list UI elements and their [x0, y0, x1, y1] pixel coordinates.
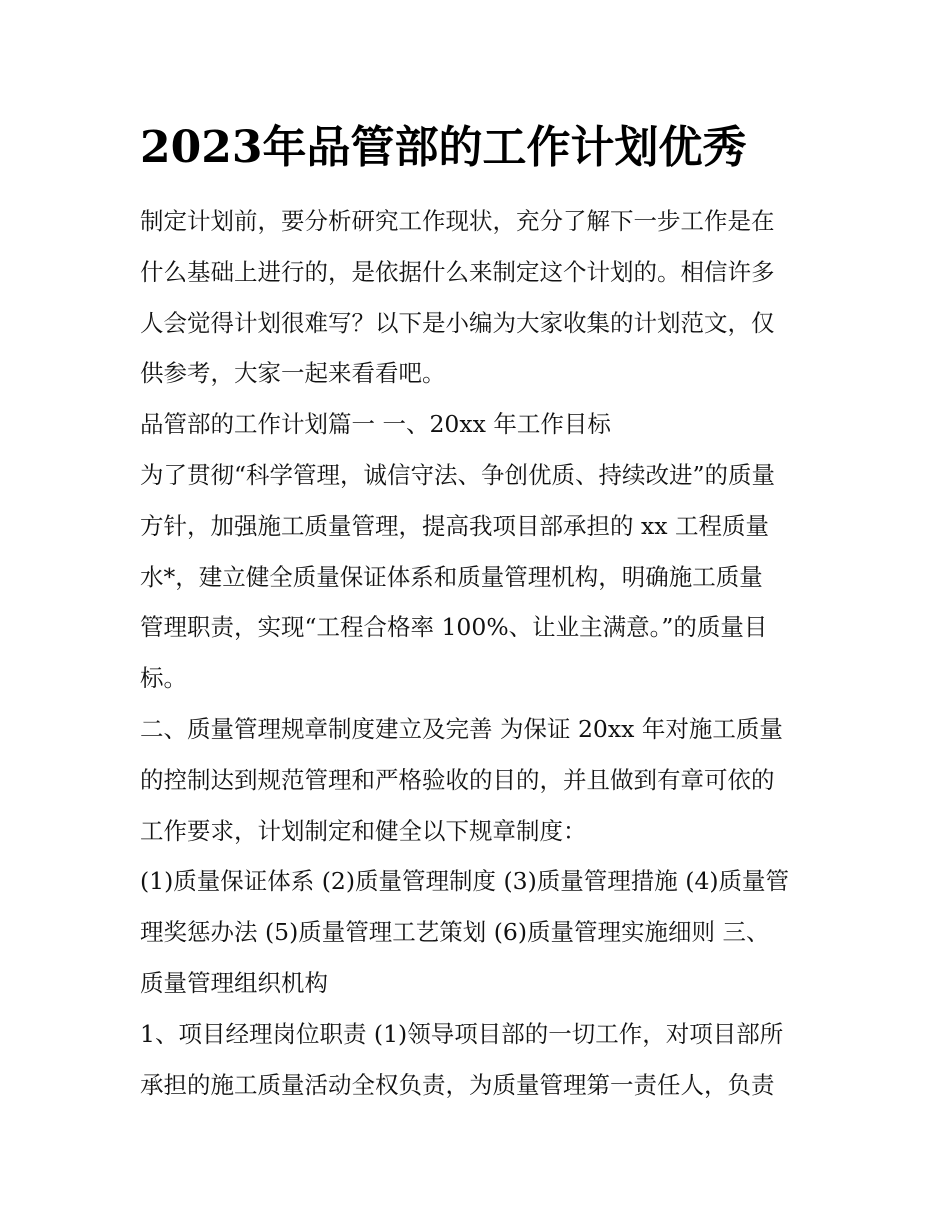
- paragraph-manager-duties: [140, 1009, 816, 1111]
- paragraph-regulation-list: [140, 856, 816, 1008]
- text-line: 为了贯彻“科学管理，诚信守法、争创优质、持续改进”的质量: [140, 460, 776, 489]
- text-line: 人会觉得计划很难写？以下是小编为大家收集的计划范文，仅: [140, 308, 775, 337]
- paragraph-regulations: [140, 704, 816, 856]
- text-line: 管理职责，实现“工程合格率 100%、让业主满意。”的质量目: [140, 613, 768, 642]
- text-line: 的控制达到规范管理和严格验收的目的，并且做到有章可依的: [140, 765, 775, 794]
- text-line: 理奖惩办法 (5)质量管理工艺策划 (6)质量管理实施细则 三、: [140, 918, 770, 947]
- text-line: 二、质量管理规章制度建立及完善 为保证 20xx 年对施工质量: [140, 714, 783, 743]
- document-title: 2023年品管部的工作计划优秀: [140, 122, 747, 173]
- text-line: 制定计划前，要分析研究工作现状，充分了解下一步工作是在: [140, 207, 775, 235]
- document-body: [140, 196, 816, 1110]
- text-line: 方针，加强施工质量管理，提高我项目部承担的 xx 工程质量: [140, 511, 769, 540]
- text-line: 1、项目经理岗位职责 (1)领导项目部的一切工作，对项目部所: [140, 1019, 784, 1048]
- paragraph-section-heading: [140, 399, 816, 450]
- text-line: 工作要求，计划制定和健全以下规章制度：: [140, 816, 587, 845]
- paragraph-quality-goal: [140, 450, 816, 704]
- text-line: 水*，建立健全质量保证体系和质量管理机构，明确施工质量: [140, 562, 763, 591]
- text-line: 供参考，大家一起来看看吧。: [140, 359, 446, 388]
- text-line: (1)质量保证体系 (2)质量管理制度 (3)质量管理措施 (4)质量管: [140, 867, 790, 896]
- text-line: 什么基础上进行的，是依据什么来制定这个计划的。相信许多: [140, 257, 775, 286]
- text-line: 承担的施工质量活动全权负责，为质量管理第一责任人，负责: [140, 1070, 775, 1099]
- text-line: 品管部的工作计划篇一 一、20xx 年工作目标: [140, 410, 611, 439]
- paragraph-intro: [140, 196, 816, 399]
- text-line: 质量管理组织机构: [140, 968, 328, 997]
- text-line: 标。: [140, 664, 187, 693]
